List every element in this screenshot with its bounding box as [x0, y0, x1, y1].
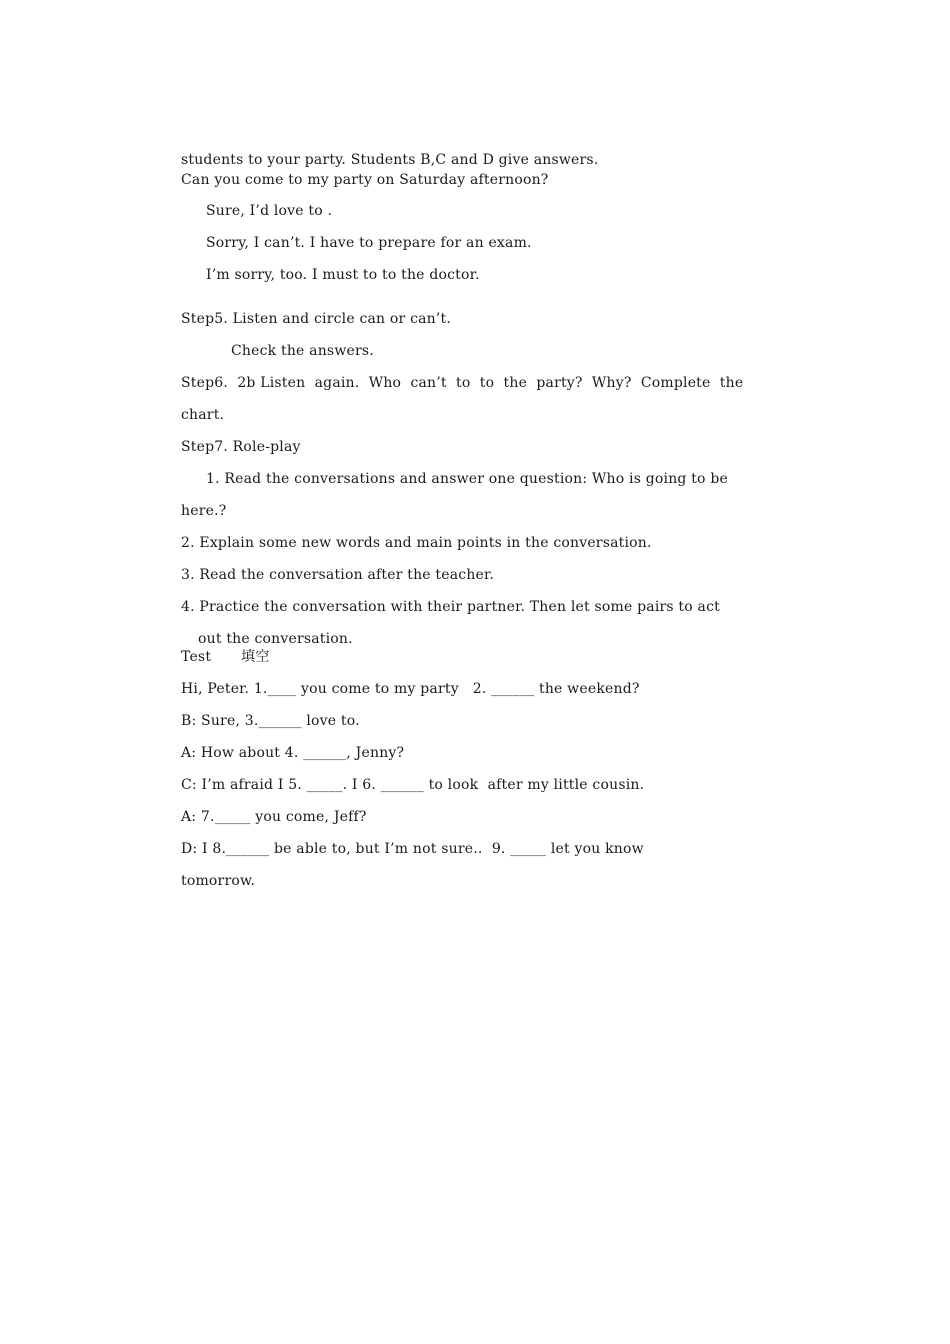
step-heading: Step5. Listen and circle can or can’t.	[181, 311, 452, 327]
text-line: chart.	[181, 407, 225, 423]
step-heading: Step6. 2b Listen again. Who can’t to to the party? Why? Complete the	[181, 375, 744, 391]
exercise-line: Hi, Peter. 1.____ you come to my party 2. ______ the weekend?	[181, 681, 640, 697]
text-line: Sorry, I can’t. I have to prepare for an exam.	[206, 235, 532, 251]
text-line: here.?	[181, 503, 227, 519]
test-label: Test	[181, 649, 212, 665]
text-line: I’m sorry, too. I must to to the doctor.	[206, 267, 480, 283]
text-line: Check the answers.	[231, 343, 374, 359]
step-heading: Step7. Role-play	[181, 439, 301, 455]
exercise-line: A: How about 4. ______, Jenny?	[181, 745, 405, 761]
test-heading	[181, 648, 270, 666]
text-line: Sure, I’d love to .	[206, 203, 333, 219]
text-line: students to your party. Students B,C and D give answers.	[181, 152, 599, 168]
text-line: out the conversation.	[198, 631, 353, 647]
exercise-line: C: I’m afraid I 5. _____. I 6. ______ to look after my little cousin.	[181, 777, 645, 793]
list-item: 1. Read the conversations and answer one question: Who is going to be	[206, 471, 728, 487]
exercise-line: B: Sure, 3.______ love to.	[181, 713, 360, 729]
exercise-line: A: 7._____ you come, Jeff?	[181, 809, 367, 825]
test-subtitle: 填空	[241, 649, 270, 665]
text-line: Can you come to my party on Saturday afternoon?	[181, 172, 549, 188]
exercise-line: tomorrow.	[181, 873, 256, 889]
exercise-line: D: I 8.______ be able to, but I’m not sure.. 9. _____ let you know	[181, 841, 644, 857]
list-item: 3. Read the conversation after the teacher.	[181, 567, 495, 583]
list-item: 2. Explain some new words and main points in the conversation.	[181, 535, 652, 551]
list-item: 4. Practice the conversation with their partner. Then let some pairs to act	[181, 599, 720, 615]
